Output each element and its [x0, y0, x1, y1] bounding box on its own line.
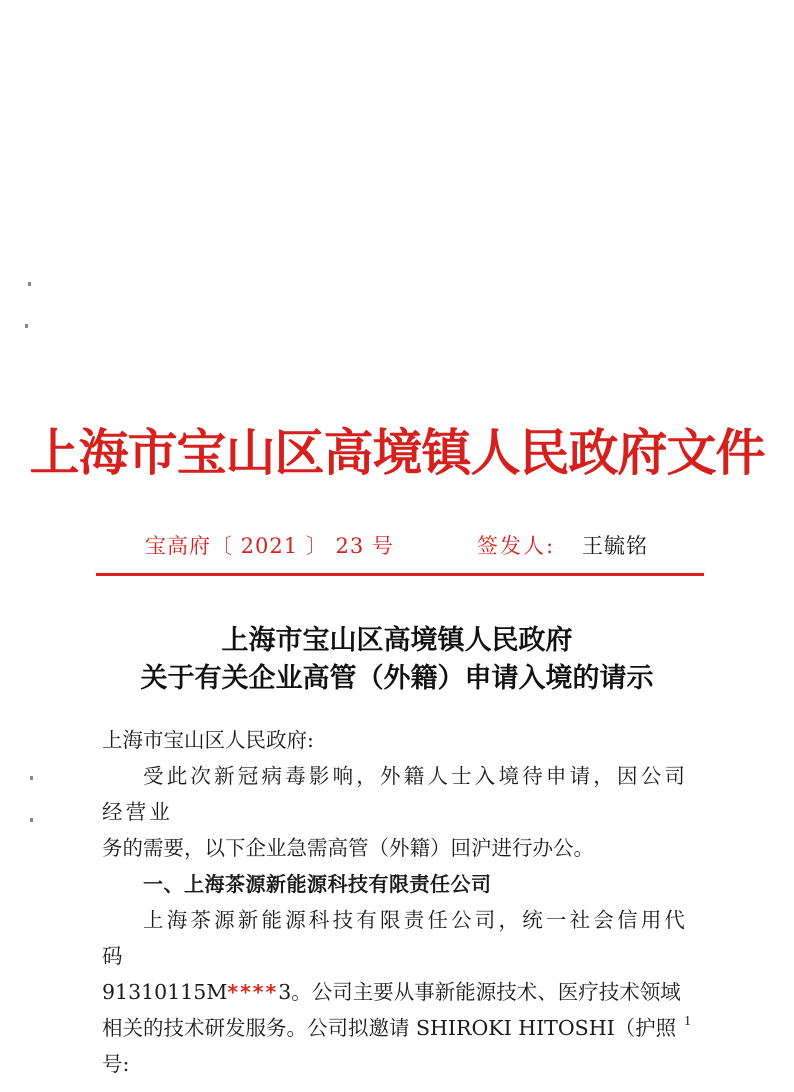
paragraph-2-line-2	[102, 974, 702, 1010]
paragraph-1-line-1: 受此次新冠病毒影响，外籍人士入境待申请，因公司经营业	[102, 764, 689, 824]
paragraph-2-line-3: 相关的技术研发服务。公司拟邀请 SHIROKI HITOSHI（护照号:	[102, 1016, 677, 1076]
signer-label: 签发人:	[477, 534, 556, 558]
title-line-1: 上海市宝山区高境镇人民政府	[221, 625, 573, 656]
signer-name: 王毓铭	[582, 534, 648, 558]
paragraph-1-line-2: 务的需要，以下企业急需高管（外籍）回沪进行办公。	[102, 836, 594, 860]
document-body	[102, 722, 702, 1082]
red-separator-line	[96, 573, 704, 576]
title-line-2: 关于有关企业高管（外籍）申请入境的请示	[140, 663, 654, 694]
paragraph-2-line-1: 上海茶源新能源科技有限责任公司，统一社会信用代码	[102, 908, 689, 968]
document-number: 宝高府〔 2021 〕 23 号	[145, 534, 394, 558]
salutation: 上海市宝山区人民政府:	[102, 728, 314, 752]
page-number: 1	[684, 1014, 691, 1029]
redacted-mark: ****	[227, 980, 279, 1004]
scan-mark	[25, 324, 28, 328]
scan-mark	[28, 282, 31, 286]
credit-code-prefix: 91310115M	[102, 980, 228, 1004]
issuing-authority-header: 上海市宝山区高境镇人民政府文件	[29, 423, 765, 482]
document-number-row	[145, 530, 705, 560]
document-title	[0, 622, 794, 698]
section-1-heading: 一、上海茶源新能源科技有限责任公司	[143, 872, 492, 896]
scan-mark	[30, 776, 33, 780]
credit-code-suffix: 3。公司主要从事新能源技术、医疗技术领域	[278, 980, 681, 1004]
scan-mark	[30, 818, 33, 822]
